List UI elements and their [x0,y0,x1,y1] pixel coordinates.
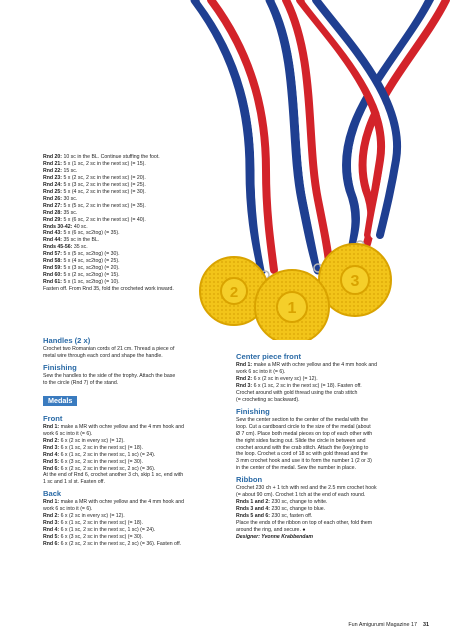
instruction-line: Rnd 60: 5 x (2 sc, sc2tog) (= 15). [43,272,120,279]
svg-text:2: 2 [229,284,239,301]
finishing-heading: Finishing [43,362,77,372]
right-column [236,352,426,541]
instruction-line: Rnd 29: 5 x (6 sc, 2 sc in the next sc) (= 40). [43,216,146,223]
instruction-line: Rnd 4: 6 x (1 sc, 2 sc in the next sc, 1 sc) (= 24). [43,451,156,458]
finishing-medal-text [236,417,426,473]
instruction-line: Rnd 43: 5 x (6 sc, sc2tog) (= 35). [43,230,120,237]
finishing-medal-heading: Finishing [236,406,270,416]
instruction-line: Rnd 22: 15 sc. [43,167,78,174]
instruction-line: Rnd 21: 5 x (1 sc, 2 sc in the next sc) (= 15). [43,160,146,167]
instruction-line: Ø 7 cm). Place both medal pieces on top of each other with [236,430,373,437]
instruction-line: Rnd 3: 6 x (1 sc, 2 sc in the next sc) (= 18). [43,444,143,451]
instruction-line: Rnd 4: 6 x (1 sc, 2 sc in the next sc, 1 sc) (= 24). [43,527,156,534]
handles-heading: Handles (2 x) [43,336,91,345]
instruction-line: work 6 sc into it (= 6). [43,430,93,437]
instruction-line: Fasten off. From Rnd 35, fold the crocheted work inward. [43,286,174,293]
instruction-line: Place the ends of the ribbon on top of each other, fold them [236,520,373,527]
ribbon-instructions [236,485,426,534]
magazine-name: Fun Amigurumi Magazine 17 [348,622,417,628]
instruction-line: Rnds 5 and 6: 230 sc, fasten off. [236,513,313,520]
instruction-line: Rnds 1 and 2: 230 sc, change to white. [236,499,328,506]
instruction-line: Rnd 23: 5 x (2 sc, 2 sc in the next sc) (= 20). [43,174,146,181]
instruction-line: 3 mm crochet hook and use it to form the number 1 (2 or 3) [236,458,372,465]
instruction-line: 1 sc and 1 sl st. Fasten off. [43,479,105,486]
instruction-line: Rnd 58: 5 x (4 sc, sc2tog) (= 25). [43,258,120,265]
instruction-line: Rnd 2: 6 x (2 sc in every sc) (= 12). [43,513,125,520]
instruction-line: Rnds 45-56: 35 sc. [43,244,88,251]
handles-text: Crochet two Romanian cords of 21 cm. Thread a piece of metal wire through each cord and shape the handle. [43,346,175,359]
instruction-line: (= about 90 cm). Crochet 1 tch at the end of each round. [236,492,366,499]
instruction-line: the loop. Crochet a cord of 18 sc with gold thread and the [236,451,368,458]
medal-1 [255,270,329,340]
instruction-line: Rnd 24: 5 x (3 sc, 2 sc in the next sc) (= 25). [43,181,146,188]
svg-text:1: 1 [287,300,297,317]
front-heading: Front [43,413,63,423]
instruction-line: Rnd 57: 5 x (5 sc, sc2tog) (= 30). [43,251,120,258]
center-piece-heading: Center piece front [236,352,301,361]
instruction-line: Rnd 3: 6 x (1 sc, 2 sc in the next sc) (= 18). [43,520,143,527]
instruction-line: Rnd 25: 5 x (4 sc, 2 sc in the next sc) (= 30). [43,188,146,195]
instruction-line: Rnd 1: make a MR with ochre yellow and the 4 mm hook and [43,423,184,430]
instruction-line: crochet around with the crab stitch. Attach the (key)ring to [236,444,369,451]
instruction-line: At the end of Rnd 6, crochet another 3 ch, skip 1 sc, end with [43,472,184,479]
back-heading: Back [43,489,62,499]
instruction-line: Rnd 28: 35 sc. [43,209,78,216]
instruction-line: Sew the center section to the center of the medal with the [236,416,369,423]
instruction-line: Rnd 6: 6 x (2 sc, 2 sc in the next sc, 2 sc) (= 36). [43,465,156,472]
instruction-line: Rnd 2: 6 x (2 sc in every sc) (= 12). [43,437,125,444]
medals-section-badge: Medals [43,396,77,406]
instruction-line: Rnd 1: make a MR with ochre yellow and the 4 mm hook and [43,499,184,506]
instruction-line: in the center of the medal. Sew the number in place. [236,465,356,472]
instruction-line: Rnd 20: 10 sc in the BL. Continue stuffing the foot. [43,154,160,160]
left-column [43,336,233,548]
instruction-line: Rnd 59: 5 x (3 sc, sc2tog) (= 20). [43,265,120,272]
instruction-line: (= crocheting sc backward). [236,396,300,403]
instruction-line: Rnds 30-42: 40 sc. [43,223,88,230]
instruction-line: Rnd 61: 5 x (1 sc, sc2tog) (= 10). [43,279,120,286]
instruction-line: Crochet 230 ch + 1 tch with red and the 2.5 mm crochet hook [236,485,377,492]
instruction-line: Rnd 5: 6 x (3 sc, 2 sc in the next sc) (= 30). [43,458,143,465]
instruction-line: Rnd 3: 6 x (1 sc, 2 sc in the next sc) (= 18). Fasten off. [236,382,362,389]
svg-text:3: 3 [350,273,360,290]
instruction-line: Rnd 26: 30 sc. [43,195,78,202]
finishing-text: Sew the handles to the side of the trophy. Attach the base to the circle (Rnd 7) of the stand. [43,372,176,386]
instruction-line: the right sides facing out. Slide the circle in between and [236,437,366,444]
instruction-line: Rnd 6: 6 x (2 sc, 2 sc in the next sc, 2 sc) (= 36). Fasten off. [43,541,182,548]
ribbon-heading: Ribbon [236,475,263,485]
instruction-line: around the ring, and secure. ● [236,527,306,534]
front-instructions [43,424,233,487]
instruction-line: Crochet around with gold thread using the crab stitch [236,389,358,396]
instruction-line: Rnd 44: 35 sc in the BL. [43,237,100,244]
instruction-line: Rnds 3 and 4: 230 sc, change to blue. [236,506,326,513]
instruction-line: Rnd 27: 5 x (5 sc, 2 sc in the next sc) (= 35). [43,202,146,209]
instruction-line: loop. Cut a cardboard circle to the size of the medal (about [236,423,371,430]
designer-credit: Designer: Yvonne Krabbendam [236,534,313,541]
instruction-line: work 6 sc into it (= 6). [43,506,93,513]
back-instructions [43,499,233,548]
trophy-instructions [43,154,243,293]
instruction-line: Rnd 5: 6 x (3 sc, 2 sc in the next sc) (= 30). [43,534,143,541]
page-footer [348,622,429,628]
instruction-line: Rnd 2: 6 x (2 sc in every sc) (= 12). [236,375,318,382]
center-piece-instructions [236,362,426,404]
instruction-line: work 6 sc into it (= 6). [236,368,286,375]
page-number: 31 [423,622,429,628]
instruction-line: Rnd 1: make a MR with ochre yellow and the 4 mm hook and [236,362,377,368]
